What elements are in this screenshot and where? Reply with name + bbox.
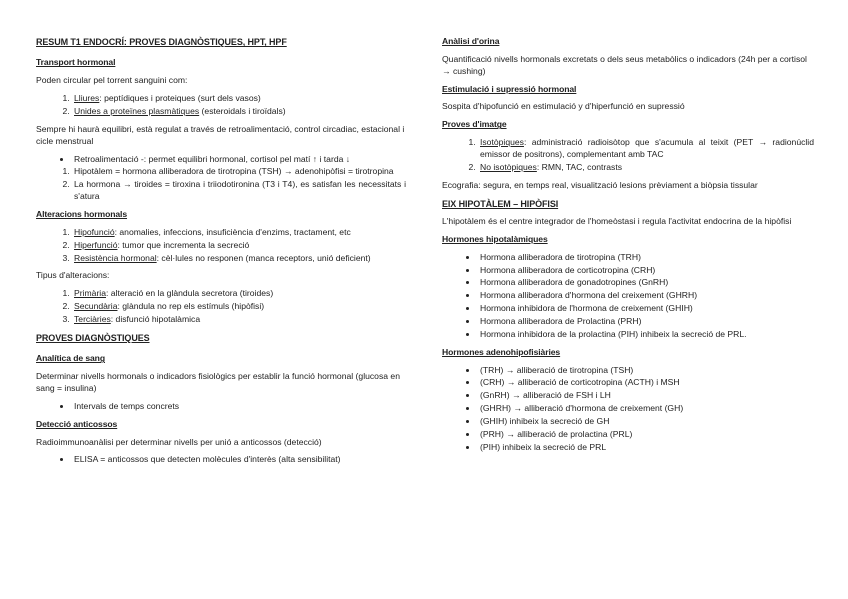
imatge-heading: Proves d'imatge xyxy=(442,119,507,130)
anticossos-heading: Detecció anticossos xyxy=(36,418,118,429)
list-item: 2. Hiperfunció: tumor que incrementa la secreció xyxy=(72,240,406,252)
list-item: • Hormona alliberadora d'hormona del creixement (GHRH) xyxy=(478,290,814,302)
hipotalamiques-heading: Hormones hipotalàmiques xyxy=(442,233,548,244)
list-item: • Intervals de temps concrets xyxy=(72,401,406,413)
list-item: • (GnRH) → alliberació de FSH i LH xyxy=(478,390,814,402)
alteracions-list xyxy=(36,227,406,265)
list-item: 1. Hipofunció: anomalies, infeccions, insuficiència d'enzims, tractament, etc xyxy=(72,227,406,239)
proves-heading: PROVES DIAGNÒSTIQUES xyxy=(36,332,150,343)
orina-text: Quantificació nivells hormonals excretats o dels seus metabòlics o indicadors (24h per a cortisol → cushing) xyxy=(442,53,807,76)
list-item: • (GHIH) inhibeix la secreció de GH xyxy=(478,416,814,428)
left-column xyxy=(36,36,406,472)
list-item: 2. La hormona → tiroides = tiroxina i triiodotironina (T3 i T4), es satisfan les necessitats i s'atura xyxy=(72,179,406,203)
list-item: 1. Hipotàlem = hormona alliberadora de tirotropina (TSH) → adenohipòfisi = tirotropina xyxy=(72,166,406,178)
eix-text: L'hipotàlem és el centre integrador de l'homeòstasi i regula l'activitat endocrina de la hipòfisi xyxy=(442,216,792,226)
list-item: 3. Resistència hormonal: cèl·lules no responen (manca receptors, unió deficient) xyxy=(72,253,406,265)
list-item: • Hormona inhibidora de la prolactina (PIH) inhibeix la secreció de PRL. xyxy=(478,329,814,341)
eix-heading: EIX HIPOTÀLEM – HIPÒFISI xyxy=(442,198,559,209)
types-list xyxy=(36,288,406,326)
list-item: • Hormona alliberadora de Prolactina (PRH) xyxy=(478,316,814,328)
list-item: • (CRH) → alliberació de corticotropina (ACTH) i MSH xyxy=(478,377,814,389)
right-column xyxy=(442,36,814,460)
adenohipofisiaries-list xyxy=(442,365,814,454)
list-item: 2. Unides a proteïnes plasmàtiques (esteroidals i tiroïdals) xyxy=(72,106,406,118)
list-item: 2. Secundària: glàndula no rep els estímuls (hipòfisi) xyxy=(72,301,406,313)
list-item: • Hormona inhibidora de l'hormona de creixement (GHIH) xyxy=(478,303,814,315)
list-item: 1. Primària: alteració en la glàndula secretora (tiroides) xyxy=(72,288,406,300)
transport-intro: Poden circular pel torrent sanguini com: xyxy=(36,75,188,86)
list-item: • Hormona alliberadora de corticotropina (CRH) xyxy=(478,265,814,277)
sang-heading: Analítica de sang xyxy=(36,353,105,364)
imatge-list xyxy=(442,137,814,174)
types-intro: Tipus d'alteracions: xyxy=(36,270,110,281)
list-item: • (PRH) → alliberació de prolactina (PRL) xyxy=(478,429,814,441)
adenohipofisiaries-heading: Hormones adenohipofisiàries xyxy=(442,346,561,357)
anticossos-text: Radioimmunoanàlisi per determinar nivells per unió a anticossos (detecció) xyxy=(36,436,322,447)
transport-list xyxy=(36,93,406,118)
list-item: • Retroalimentació -: permet equilibri hormonal, cortisol pel matí ↑ i tarda ↓ xyxy=(72,154,406,166)
alteracions-heading: Alteracions hormonals xyxy=(36,209,128,219)
feedback-bullet-list xyxy=(36,154,406,166)
list-item: • Hormona alliberadora de tirotropina (TRH) xyxy=(478,252,814,264)
anticossos-bullets xyxy=(36,454,406,466)
list-item: • (GHRH) → alliberació d'hormona de creixement (GH) xyxy=(478,403,814,415)
estimulacio-text: Sospita d'hipofunció en estimulació y d'hiperfunció en supressió xyxy=(442,101,685,112)
list-item: 3. Terciàries: disfunció hipotalàmica xyxy=(72,314,406,326)
list-item: • Hormona alliberadora de gonadotropines (GnRH) xyxy=(478,277,814,289)
list-item: • ELISA = anticossos que detecten molècules d'interès (alta sensibilitat) xyxy=(72,454,406,466)
document-title: RESUM T1 ENDOCRÍ: PROVES DIAGNÒSTIQUES, HPT, HPF xyxy=(36,37,287,47)
sang-bullets xyxy=(36,401,406,413)
estimulacio-heading: Estimulació i supressió hormonal xyxy=(442,83,577,94)
list-item: • (TRH) → alliberació de tirotropina (TSH) xyxy=(478,365,814,377)
hipotalamiques-list xyxy=(442,252,814,341)
sang-text: Determinar nivells hormonals o indicadors fisiològics per establir la funció hormonal (glucosa en sang = insulina) xyxy=(36,371,400,393)
list-item: 1. Lliures: peptídiques i proteiques (surt dels vasos) xyxy=(72,93,406,105)
equilibrium-text: Sempre hi haurà equilibri, està regulat a través de retroalimentació, control circadiac, estacional i cicle menstrual xyxy=(36,123,405,146)
list-item: • (PIH) inhibeix la secreció de PRL xyxy=(478,442,814,454)
transport-heading: Transport hormonal xyxy=(36,57,116,68)
orina-heading: Anàlisi d'orina xyxy=(442,36,500,46)
ecografia-text: Ecografia: segura, en temps real, visualització lesions prèviament a biòpsia tissular xyxy=(442,179,758,190)
list-item: 1. Isotòpiques: administració radioisòtop que s'acumula al teixit (PET → radionúclid emissor de positrons), complementant amb TAC xyxy=(478,137,814,161)
feedback-steps-list xyxy=(36,166,406,203)
list-item: 2. No isotòpiques: RMN, TAC, contrasts xyxy=(478,162,814,174)
